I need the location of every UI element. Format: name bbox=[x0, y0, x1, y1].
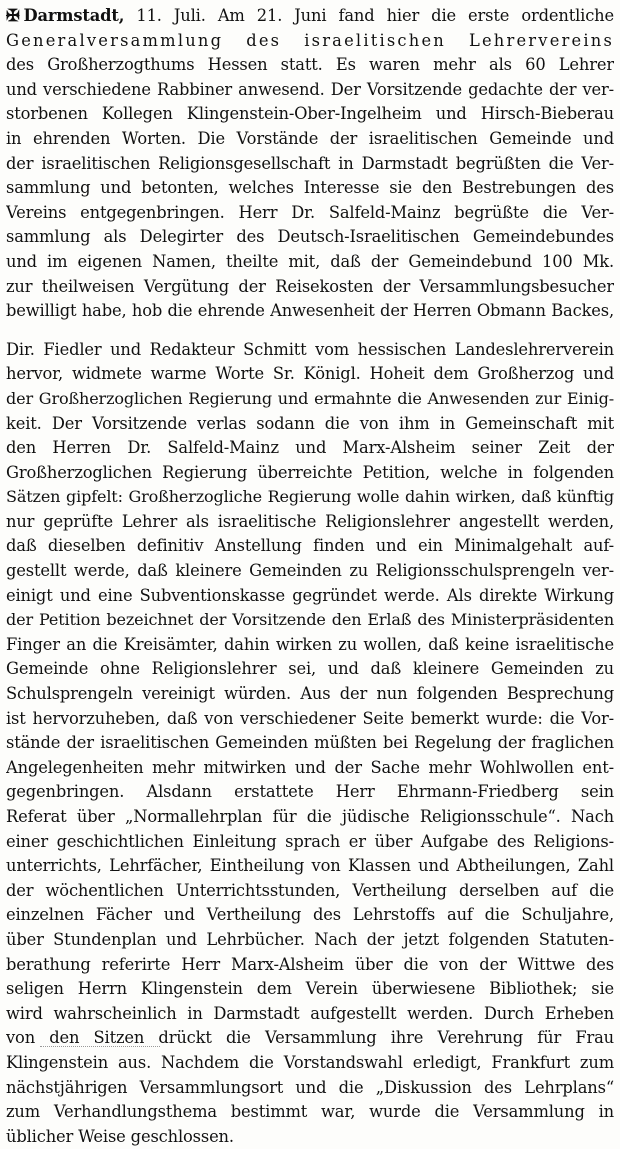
article-column bbox=[6, 4, 614, 1149]
text-line: einer geschichtlichen Einleitung sprach er über Aufgabe des Religions- bbox=[6, 831, 614, 851]
text-line: Finger an die Kreisämter, dahin wirken zu wollen, daß keine israelitische bbox=[6, 634, 614, 654]
text-line: der israelitischen Religionsgesellschaft in Darmstadt begrüßten die Ver- bbox=[6, 153, 614, 173]
text-line: den Herren Dr. Salfeld-Mainz und Marx-Alsheim seiner Zeit der bbox=[6, 438, 614, 458]
text-line: keit. Der Vorsitzende verlas sodann die von ihm in Gemeinschaft mit bbox=[6, 413, 614, 433]
text-line: der Großherzoglichen Regierung und ermahnte die Anwesenden zur Einig- bbox=[6, 388, 614, 408]
dateline-place: Darmstadt, bbox=[23, 6, 125, 25]
text-line: in ehrenden Worten. Die Vorstände der israelitischen Gemeinde und bbox=[6, 128, 614, 148]
text-line: Klingenstein aus. Nachdem die Vorstandswahl erledigt, Frankfurt zum bbox=[6, 1052, 614, 1072]
text-line: von den Sitzen drückt die Versammlung ihre Verehrung für Frau bbox=[6, 1028, 614, 1048]
bottom-rule bbox=[40, 1046, 160, 1051]
text-line-last: üblicher Weise geschlossen. bbox=[6, 1126, 234, 1146]
text-line: Schulsprengeln vereinigt würden. Aus der nun folgenden Besprechung bbox=[6, 684, 614, 704]
text-line: der Petition bezeichnet der Vorsitzende den Erlaß des Ministerpräsidenten bbox=[6, 610, 614, 630]
dateline-date: 11. Juli. bbox=[136, 6, 206, 25]
text-line: hervor, widmete warme Worte Sr. Königl. Hoheit dem Großherzog und bbox=[6, 364, 614, 384]
text-line: Angelegenheiten mehr mitwirken und der Sache mehr Wohlwollen ent- bbox=[6, 757, 614, 777]
text-line: seligen Herrn Klingenstein dem Verein überwiesene Bibliothek; sie bbox=[6, 979, 614, 999]
newspaper-page bbox=[6, 4, 614, 1146]
text-line: einzelnen Fächer und Vertheilung des Lehrstoffs auf die Schuljahre, bbox=[6, 905, 614, 925]
article-first-line bbox=[6, 4, 614, 29]
text-line: nur geprüfte Lehrer als israelitische Religionslehrer angestellt werden, bbox=[6, 511, 614, 531]
text-line: zum Verhandlungsthema bestimmt war, wurde die Versammlung in bbox=[6, 1102, 614, 1122]
text-line: Großherzoglichen Regierung überreichte Petition, welche in folgenden bbox=[6, 462, 614, 482]
text-line: sammlung als Delegirter des Deutsch-Israelitischen Gemeindebundes bbox=[6, 227, 614, 247]
text-line: gegenbringen. Alsdann erstattete Herr Ehrmann-Friedberg sein bbox=[6, 782, 614, 802]
text-line: Am 21. Juni fand hier die erste ordentliche bbox=[217, 6, 614, 25]
text-line: und im eigenen Namen, theilte mit, daß der Gemeindebund 100 Mk. bbox=[6, 251, 614, 271]
text-line: nächstjährigen Versammlungsort und die „Diskussion des Lehrplans“ bbox=[6, 1077, 614, 1097]
text-line: berathung referirte Herr Marx-Alsheim über die von der Wittwe des bbox=[6, 954, 614, 974]
text-line: des Großherzogthums Hessen statt. Es waren mehr als 60 Lehrer bbox=[6, 55, 614, 75]
text-line: gestellt werde, daß kleinere Gemeinden zu Religionsschulsprengeln ver- bbox=[6, 561, 614, 581]
text-line: Generalversammlung des israelitischen Lehrervereins bbox=[6, 30, 614, 50]
text-line: der wöchentlichen Unterrichtsstunden, Vertheilung derselben auf die bbox=[6, 880, 614, 900]
dateline-mark: ✠ bbox=[6, 6, 20, 25]
text-line: storbenen Kollegen Klingenstein-Ober-Ingelheim und Hirsch-Bieberau bbox=[6, 104, 614, 124]
text-line: Referat über „Normallehrplan für die jüdische Religionsschule“. Nach bbox=[6, 807, 614, 826]
text-line: einigt und eine Subventionskasse gegründet werde. Als direkte Wirkung bbox=[6, 585, 614, 605]
text-line: unterrichts, Lehrfächer, Eintheilung von Klassen und Abtheilungen, Zahl bbox=[6, 856, 614, 876]
text-line: Vereins entgegenbringen. Herr Dr. Salfeld-Mainz begrüßte die Ver- bbox=[6, 202, 614, 222]
text-line: wird wahrscheinlich in Darmstadt aufgestellt werden. Durch Erheben bbox=[6, 1003, 614, 1023]
column-break-gap bbox=[6, 324, 614, 338]
text-line: ist hervorzuheben, daß von verschiedener Seite bemerkt wurde: die Vor- bbox=[6, 708, 614, 728]
text-line: daß dieselben definitiv Anstellung finden und ein Minimalgehalt auf- bbox=[6, 536, 614, 556]
text-line: bewilligt habe, hob die ehrende Anwesenheit der Herren Obmann Backes, bbox=[6, 301, 614, 321]
text-line: und verschiedene Rabbiner anwesend. Der Vorsitzende gedachte der ver- bbox=[6, 79, 614, 99]
text-line: über Stundenplan und Lehrbücher. Nach der jetzt folgenden Statuten- bbox=[6, 929, 614, 949]
text-line: Sätzen gipfelt: Großherzogliche Regierung wolle dahin wirken, daß künftig bbox=[6, 487, 614, 507]
text-line: Gemeinde ohne Religionslehrer sei, und daß kleinere Gemeinden zu bbox=[6, 659, 614, 679]
text-line: stände der israelitischen Gemeinden müßten bei Regelung der fraglichen bbox=[6, 733, 614, 753]
text-line: zur theilweisen Vergütung der Reisekosten der Versammlungsbesucher bbox=[6, 276, 614, 296]
text-line: sammlung und betonten, welches Interesse sie den Bestrebungen des bbox=[6, 178, 614, 198]
text-line: Dir. Fiedler und Redakteur Schmitt vom hessischen Landeslehrerverein bbox=[6, 339, 614, 359]
